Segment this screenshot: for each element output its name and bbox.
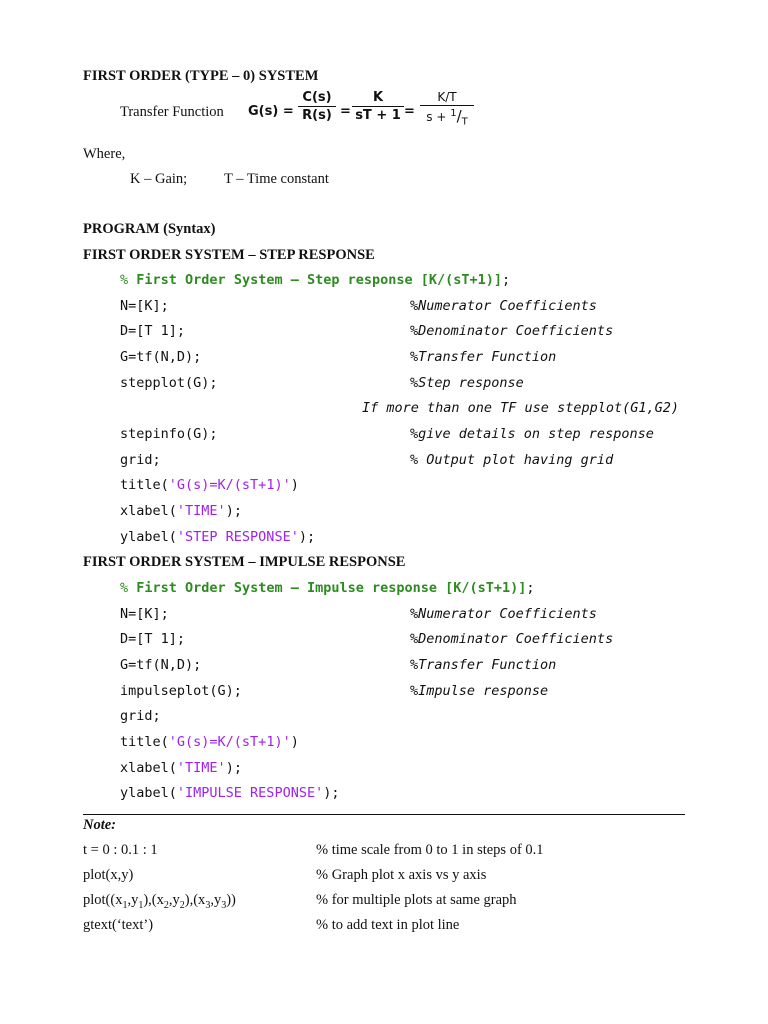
code-end: ); xyxy=(323,785,340,801)
note-command-multi-plot: $plot((x_1,y_1),(x_2,y_2),(x_3,y_3))$ xyxy=(83,892,236,911)
code-fn: xlabel( xyxy=(120,503,177,519)
code-comment: %Denominator Coefficients xyxy=(410,323,614,339)
code-end: ); xyxy=(225,503,242,519)
code-line: G=tf(N,D); xyxy=(120,657,202,673)
code-comment: %Transfer Function xyxy=(410,657,557,673)
code-comment: %Numerator Coefficients xyxy=(410,298,597,314)
fraction-denominator: R(s) xyxy=(302,108,332,123)
gain-definition: K – Gain; xyxy=(130,171,188,187)
code-line: grid; xyxy=(120,452,161,468)
code-comment: %Impulse response xyxy=(410,683,549,699)
code-end: ) xyxy=(290,477,299,493)
inner-slash: / xyxy=(456,107,462,125)
section-heading: FIRST ORDER (TYPE – 0) SYSTEM xyxy=(83,68,319,84)
comment-percent: % xyxy=(120,580,129,596)
code-comment: %give details on step response xyxy=(410,426,654,442)
fraction-numerator: C(s) xyxy=(298,90,336,107)
fraction-denominator xyxy=(420,106,474,127)
comment-text: First Order System – Impulse response [K/(sT+1)] xyxy=(136,580,527,596)
code-line: N=[K]; xyxy=(120,298,169,314)
string-literal: 'G(s)=K/(sT+1)' xyxy=(168,734,291,750)
comment-end: ; xyxy=(526,580,535,596)
fraction-numerator: K xyxy=(352,90,404,107)
title-line xyxy=(120,734,299,750)
impulse-header-comment xyxy=(120,580,535,596)
code-comment: %Step response xyxy=(410,375,524,391)
impulse-response-heading: FIRST ORDER SYSTEM – IMPULSE RESPONSE xyxy=(83,554,406,570)
stepplot-note: If more than one TF use stepplot(G1,G2) xyxy=(362,400,679,416)
transfer-lhs: G(s) = xyxy=(248,104,294,119)
string-literal: 'STEP RESPONSE' xyxy=(176,529,299,545)
fraction-kt-over-s-plus xyxy=(420,90,474,127)
code-line: grid; xyxy=(120,708,161,724)
inner-numerator: 1 xyxy=(450,108,457,119)
ylabel-line xyxy=(120,529,315,545)
code-line: D=[T 1]; xyxy=(120,323,186,339)
code-line: impulseplot(G); xyxy=(120,683,242,699)
code-fn: ylabel( xyxy=(120,529,177,545)
code-end: ); xyxy=(298,529,316,545)
code-end: ) xyxy=(290,734,299,750)
code-comment: %Denominator Coefficients xyxy=(410,631,614,647)
comment-percent: % xyxy=(120,272,129,288)
step-response-heading: FIRST ORDER SYSTEM – STEP RESPONSE xyxy=(83,247,375,263)
note-description: % Graph plot x axis vs y axis xyxy=(316,867,487,883)
section-divider xyxy=(83,814,685,815)
comment-end: ; xyxy=(502,272,511,288)
code-comment: %Numerator Coefficients xyxy=(410,606,597,622)
step-header-comment xyxy=(120,272,510,288)
time-constant-definition: T – Time constant xyxy=(224,171,329,187)
fraction-denominator: sT + 1 xyxy=(355,108,401,123)
code-line: stepinfo(G); xyxy=(120,426,218,442)
note-command: gtext(‘text’) xyxy=(83,917,154,933)
code-line: G=tf(N,D); xyxy=(120,349,202,365)
denominator-prefix: s + xyxy=(426,110,447,124)
code-line: stepplot(G); xyxy=(120,375,218,391)
xlabel-line xyxy=(120,503,242,519)
inner-denominator: T xyxy=(461,116,468,128)
note-command: t = 0 : 0.1 : 1 xyxy=(83,842,158,858)
code-fn: title( xyxy=(120,477,169,493)
fraction-c-over-r xyxy=(298,90,336,123)
program-heading: PROGRAM (Syntax) xyxy=(83,221,216,237)
transfer-function-label: Transfer Function xyxy=(120,104,224,120)
string-literal: 'TIME' xyxy=(176,760,226,776)
xlabel-line xyxy=(120,760,242,776)
code-comment: % Output plot having grid xyxy=(410,452,614,468)
code-fn: xlabel( xyxy=(120,760,177,776)
note-description: % to add text in plot line xyxy=(316,917,460,933)
string-literal: 'TIME' xyxy=(176,503,226,519)
code-line: N=[K]; xyxy=(120,606,169,622)
ylabel-line xyxy=(120,785,339,801)
note-description: % for multiple plots at same graph xyxy=(316,892,517,908)
fraction-k-over-st1 xyxy=(352,90,404,123)
string-literal: 'IMPULSE RESPONSE' xyxy=(176,785,324,801)
where-label: Where, xyxy=(83,146,126,162)
note-heading: Note: xyxy=(83,817,117,833)
equals-sign: = xyxy=(340,104,351,119)
code-comment: %Transfer Function xyxy=(410,349,557,365)
code-line: D=[T 1]; xyxy=(120,631,186,647)
note-command: plot(x,y) xyxy=(83,867,134,883)
comment-text: First Order System – Step response [K/(sT+1)] xyxy=(136,272,503,288)
fraction-numerator: K/T xyxy=(420,90,474,106)
string-literal: 'G(s)=K/(sT+1)' xyxy=(168,477,291,493)
code-end: ); xyxy=(225,760,242,776)
note-description: % time scale from 0 to 1 in steps of 0.1 xyxy=(316,842,544,858)
equals-sign: = xyxy=(404,104,415,119)
code-fn: ylabel( xyxy=(120,785,177,801)
code-fn: title( xyxy=(120,734,169,750)
title-line xyxy=(120,477,299,493)
